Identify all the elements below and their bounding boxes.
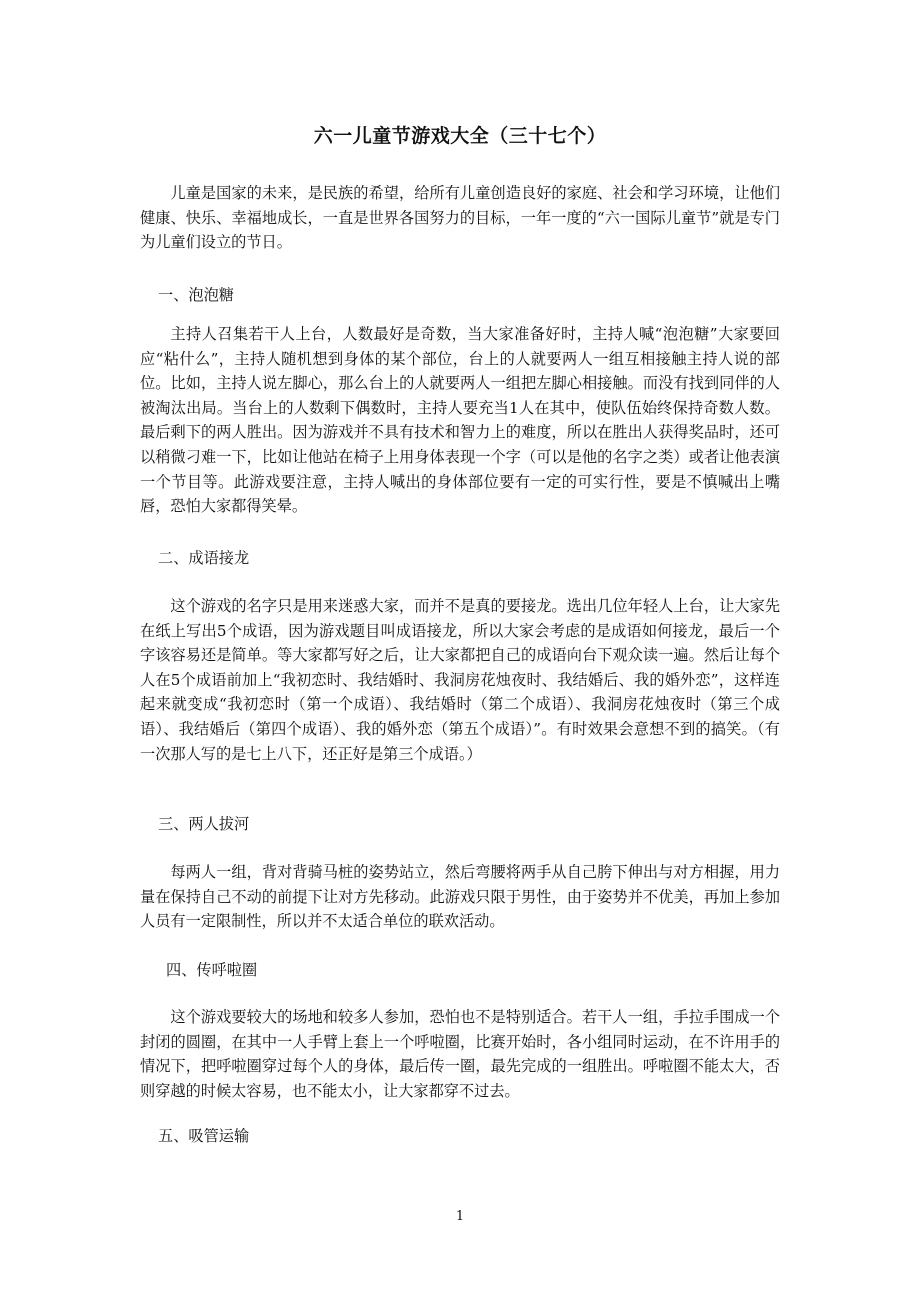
section-body-1: 主持人召集若干人上台，人数最好是奇数，当大家准备好时，主持人喊“泡泡糖”大家要回应“粘什么”，主持人随机想到身体的某个部位，台上的人就要两人一组互相接触主持人说的部位。比如，主持人说左脚心，那么台上的人就要两人一组把左脚心相接触。而没有找到同伴的人被淘汰出局。当台上的人数剩下偶数时，主持人要充当1人在其中，使队伍始终保持奇数人数。最后剩下的两人胜出。因为游戏并不具有技术和智力上的难度，所以在胜出人获得奖品时，还可以稍微刁难一下，比如让他站在椅子上用身体表现一个字（可以是他的名字之类）或者让他表演一个节目等。此游戏要注意，主持人喊出的身体部位要有一定的可实行性，要是不慎喊出上嘴唇，恐怕大家都得笑晕。 [140,325,780,516]
section-body-3: 每两人一组，背对背骑马桩的姿势站立，然后弯腰将两手从自己胯下伸出与对方相握，用力量在保持自己不动的前提下让对方先移动。此游戏只限于男性，由于姿势并不优美，再加上参加人员有一定限制性，所以并不太适合单位的联欢活动。 [140,863,780,931]
section-body-4: 这个游戏要较大的场地和较多人参加，恐怕也不是特别适合。若干人一组，手拉手围成一个封闭的圆圈，在其中一人手臂上套上一个呼啦圈，比赛开始时，各小组同时运动，在不许用手的情况下，把呼啦圈穿过每个人的身体，最后传一圈，最先完成的一组胜出。呼啦圈不能太大，否则穿越的时候太容易，也不能太小，让大家都穿不过去。 [140,1008,780,1100]
section-heading-5: 五、吸管运输 [158,1127,250,1145]
section-body-2: 这个游戏的名字只是用来迷惑大家，而并不是真的要接龙。选出几位年轻人上台，让大家先在纸上写出5个成语，因为游戏题目叫成语接龙，所以大家会考虑的是成语如何接龙，最后一个字该容易还是简单。等大家都写好之后，让大家都把自己的成语向台下观众读一遍。然后让每个人在5个成语前加上“我初恋时、我结婚时、我洞房花烛夜时、我结婚后、我的婚外恋”，这样连起来就变成“我初恋时（第一个成语）、我结婚时（第二个成语）、我洞房花烛夜时（第三个成语）、我结婚后（第四个成语）、我的婚外恋（第五个成语）”。有时效果会意想不到的搞笑。（有一次那人写的是七上八下，还正好是第三个成语。） [140,597,780,763]
section-heading-1: 一、泡泡糖 [158,286,234,304]
section-heading-2: 二、成语接龙 [158,549,250,567]
section-heading-4: 四、传呼啦圈 [166,961,258,979]
page-number: 1 [455,1209,465,1224]
section-heading-3: 三、两人拔河 [158,815,250,833]
document-title: 六一儿童节游戏大全（三十七个） [313,125,607,147]
intro-paragraph: 儿童是国家的未来，是民族的希望，给所有儿童创造良好的家庭、社会和学习环境，让他们健康、快乐、幸福地成长，一直是世界各国努力的目标，一年一度的“六一国际儿童节”就是专门为儿童们设立的节日。 [140,184,780,252]
